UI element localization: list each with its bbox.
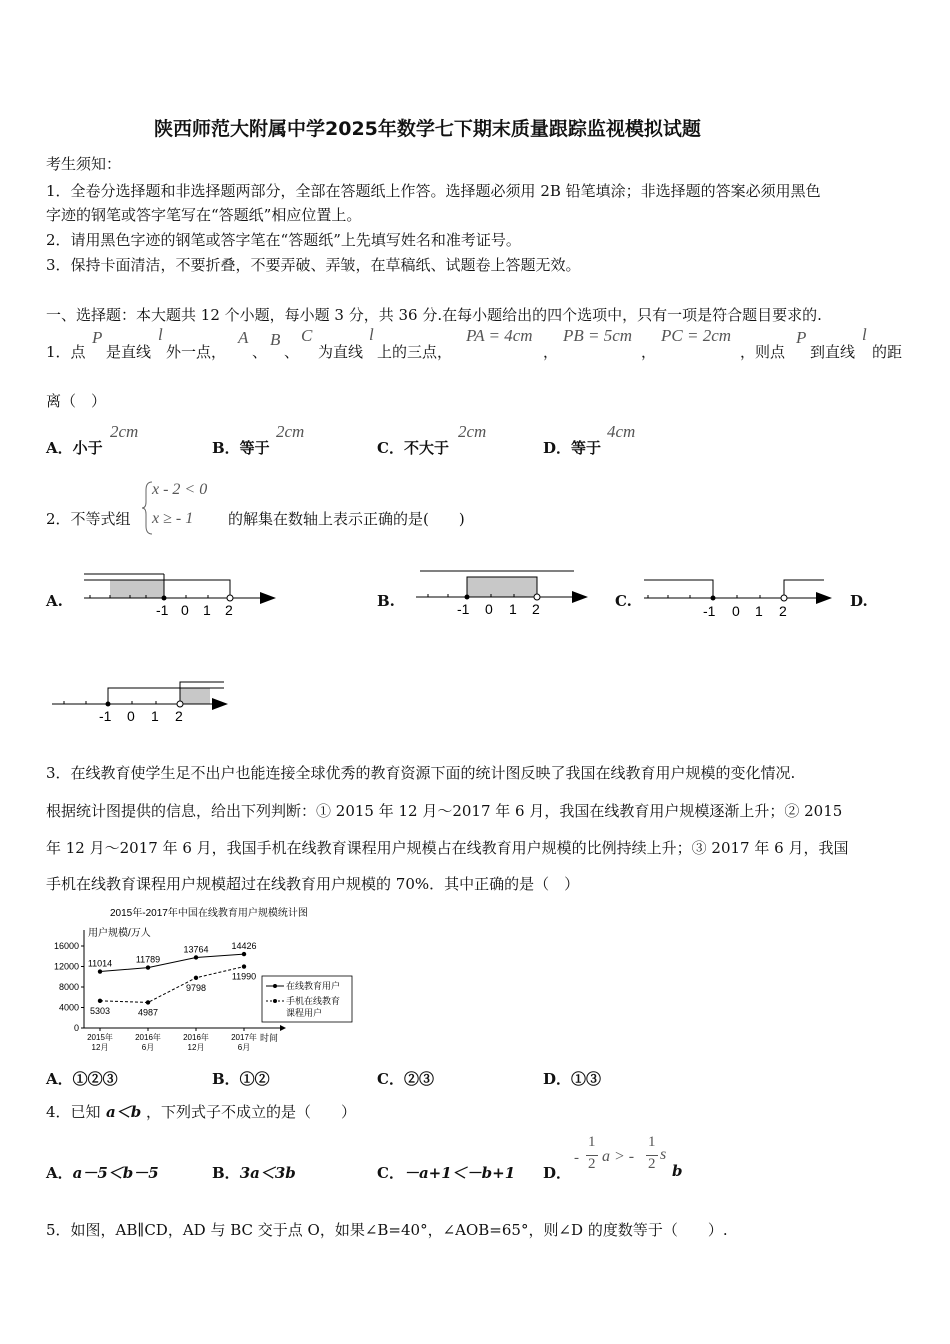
q2-inequality-2: x ≥ - 1 xyxy=(152,510,194,527)
y-tick-label: 0 xyxy=(73,1023,79,1033)
q4-option-d[interactable]: D． xyxy=(543,1164,572,1182)
data-point xyxy=(98,969,102,973)
x-tick-label: 2016年 xyxy=(135,1033,161,1042)
data-point xyxy=(194,955,198,959)
notice-item-1-cont: 字迹的钢笔或答字笔写在“答题纸”相应位置上。 xyxy=(46,206,362,224)
q2-inequality-1: x - 2 < 0 xyxy=(152,481,208,498)
tick-label: 0 xyxy=(127,708,135,724)
q1-option-a-value: 2cm xyxy=(110,422,139,441)
tick-label: 2 xyxy=(225,602,233,618)
legend-label: 课程用户 xyxy=(286,1008,323,1018)
data-label: 13764 xyxy=(183,944,209,955)
x-tick-label: 2017年 xyxy=(231,1033,257,1042)
q2-option-b[interactable]: B. xyxy=(377,592,395,610)
q3-option-a[interactable]: A．①②③ xyxy=(46,1070,118,1088)
tick-label: -1 xyxy=(703,603,716,619)
q1-pb: PB = 5cm xyxy=(563,326,633,345)
q1-text: 是直线 xyxy=(106,343,152,361)
tick-label: 1 xyxy=(203,602,211,618)
q4-option-d-expr: - 1 2 a > - 1 2 s b xyxy=(574,1134,683,1180)
q1-text: 外一点， xyxy=(166,343,227,361)
q1-var-a: A xyxy=(238,328,249,347)
number-line-c xyxy=(640,570,840,625)
q1-var-c: C xyxy=(301,326,313,345)
data-point xyxy=(98,999,102,1003)
q1-var-l: l xyxy=(158,325,163,344)
y-tick-label: 12000 xyxy=(53,961,79,972)
data-point xyxy=(146,965,150,969)
q4-text: ，下列式子不成立的是（ ） xyxy=(146,1103,357,1121)
data-point xyxy=(146,1000,150,1004)
tick-label: 1 xyxy=(509,601,517,617)
q1-text: ， xyxy=(641,343,657,361)
q1-var-p: P xyxy=(796,328,807,347)
q1-option-d[interactable]: D．等于 xyxy=(543,439,602,457)
chart-legend xyxy=(262,976,352,1022)
q4-option-a[interactable]: A．a－5＜b－5 xyxy=(46,1164,159,1182)
data-label: 11014 xyxy=(87,958,113,969)
y-tick-label: 8000 xyxy=(58,982,79,992)
series-line xyxy=(100,954,244,971)
data-label: 9798 xyxy=(185,982,207,993)
notice-item-2: 2．请用黑色字迹的钢笔或答字笔在“答题纸”上先填写姓名和准考证号。 xyxy=(46,231,521,249)
x-tick-label: 2016年 xyxy=(183,1033,209,1042)
x-axis-label: 时间 xyxy=(260,1033,279,1043)
question-5: 5．如图，AB∥CD，AD 与 BC 交于点 O，如果∠B=40°，∠AOB=65°，则∠D 的度数等于（ ）. xyxy=(46,1221,728,1239)
data-label: 11789 xyxy=(135,954,161,965)
q1-text: 1．点 xyxy=(46,343,86,361)
x-tick-label: 2015年 xyxy=(87,1033,113,1042)
q1-text: ，则点 xyxy=(740,343,786,361)
tick-label: -1 xyxy=(457,601,470,617)
education-line-chart xyxy=(48,902,368,1060)
q1-text: 、 xyxy=(284,343,300,361)
q2-text: 的解集在数轴上表示正确的是( ) xyxy=(228,510,465,528)
tick-label: -1 xyxy=(99,708,112,724)
x-tick-label: 6月 xyxy=(237,1043,251,1052)
data-point xyxy=(242,964,246,968)
q2-option-d[interactable]: D. xyxy=(850,592,868,610)
y-axis-label: 用户规模/万人 xyxy=(88,928,151,939)
tick-label: 2 xyxy=(779,603,787,619)
q3-option-b[interactable]: B．①② xyxy=(212,1070,270,1088)
q3-text: 年 12 月～2017 年 6 月，我国手机在线教育课程用户规模占在线教育用户规模的比例持续上升；③ 2017 年 6 月，我国 xyxy=(46,839,849,857)
q1-var-l: l xyxy=(369,325,374,344)
data-point xyxy=(242,952,246,956)
q3-text: 手机在线教育课程用户规模超过在线教育用户规模的 70%．其中正确的是（ ） xyxy=(46,875,580,893)
x-tick-label: 6月 xyxy=(141,1043,155,1052)
q4-option-b[interactable]: B．3a＜3b xyxy=(212,1164,296,1182)
q4-option-c[interactable]: C．－a+1＜－b+1 xyxy=(377,1164,516,1182)
q1-text: 到直线 xyxy=(810,343,856,361)
q4-condition: a＜b xyxy=(106,1103,142,1121)
notice-heading: 考生须知： xyxy=(46,155,122,173)
number-line-b xyxy=(412,565,592,620)
q3-option-c[interactable]: C．②③ xyxy=(377,1070,434,1088)
chart-title: 2015年-2017年中国在线教育用户规模统计图 xyxy=(110,908,308,919)
tick-label: 0 xyxy=(181,602,189,618)
q3-option-d[interactable]: D．①③ xyxy=(543,1070,602,1088)
tick-label: 2 xyxy=(532,601,540,617)
q1-text: 离（ ） xyxy=(46,392,107,410)
q3-text: 根据统计图提供的信息，给出下列判断：① 2015 年 12 月～2017 年 6 月，我国在线教育用户规模逐渐上升；② 2015 xyxy=(46,802,843,820)
tick-label: -1 xyxy=(156,602,169,618)
notice-item-1: 1．全卷分选择题和非选择题两部分，全部在答题纸上作答。选择题必须用 2B 铅笔填涂；非选择题的答案必须用黑色 xyxy=(46,182,821,200)
y-tick-label: 4000 xyxy=(58,1002,79,1013)
notice-item-3: 3．保持卡面清洁，不要折叠，不要弄破、弄皱，在草稿纸、试题卷上答题无效。 xyxy=(46,256,581,274)
q1-pc: PC = 2cm xyxy=(661,326,732,345)
q1-option-c-value: 2cm xyxy=(458,422,487,441)
tick-label: 2 xyxy=(175,708,183,724)
data-label: 14426 xyxy=(231,941,257,952)
q1-text: 的距 xyxy=(872,343,903,361)
legend-label: 手机在线教育 xyxy=(286,996,341,1006)
data-label: 4987 xyxy=(137,1007,159,1018)
legend-label: 在线教育用户 xyxy=(286,981,341,991)
number-line-a xyxy=(80,570,280,620)
tick-label: 0 xyxy=(732,603,740,619)
q1-var-b: B xyxy=(270,330,281,349)
series-line xyxy=(100,967,244,1003)
q3-text: 3．在线教育使学生足不出户也能连接全球优秀的教育资源下面的统计图反映了我国在线教育用户规模的变化情况. xyxy=(46,764,796,782)
x-tick-label: 12月 xyxy=(91,1043,109,1052)
number-line-d xyxy=(50,678,235,726)
tick-label: 1 xyxy=(755,603,763,619)
q4-text: 4．已知 xyxy=(46,1103,101,1121)
q1-option-b[interactable]: B．等于 xyxy=(212,439,270,457)
data-label: 5303 xyxy=(89,1005,111,1016)
section-heading: 一、选择题：本大题共 12 个小题，每小题 3 分，共 36 分.在每小题给出的四个选项中，只有一项是符合题目要求的. xyxy=(46,306,822,324)
q2-text: 2．不等式组 xyxy=(46,510,131,528)
q1-option-d-value: 4cm xyxy=(607,422,636,441)
q1-var-p: P xyxy=(92,328,103,347)
tick-label: 0 xyxy=(485,601,493,617)
q1-text: 、 xyxy=(252,343,268,361)
q1-option-a[interactable]: A．小于 xyxy=(46,439,103,457)
q2-option-a[interactable]: A. xyxy=(46,592,63,610)
q1-var-l: l xyxy=(862,325,867,344)
q1-text: 上的三点， xyxy=(377,343,453,361)
data-label: 11990 xyxy=(231,971,257,982)
q1-text: 为直线 xyxy=(318,343,364,361)
q2-option-c[interactable]: C. xyxy=(615,592,632,610)
tick-label: 1 xyxy=(151,708,159,724)
x-tick-label: 12月 xyxy=(187,1043,205,1052)
q1-pa: PA = 4cm xyxy=(466,326,533,345)
q1-option-b-value: 2cm xyxy=(276,422,305,441)
q1-option-c[interactable]: C．不大于 xyxy=(377,439,449,457)
y-tick-label: 16000 xyxy=(53,941,79,951)
q1-text: ， xyxy=(543,343,559,361)
page-title: 陕西师范大附属中学2025年数学七下期末质量跟踪监视模拟试题 xyxy=(154,118,701,140)
data-point xyxy=(194,976,198,980)
